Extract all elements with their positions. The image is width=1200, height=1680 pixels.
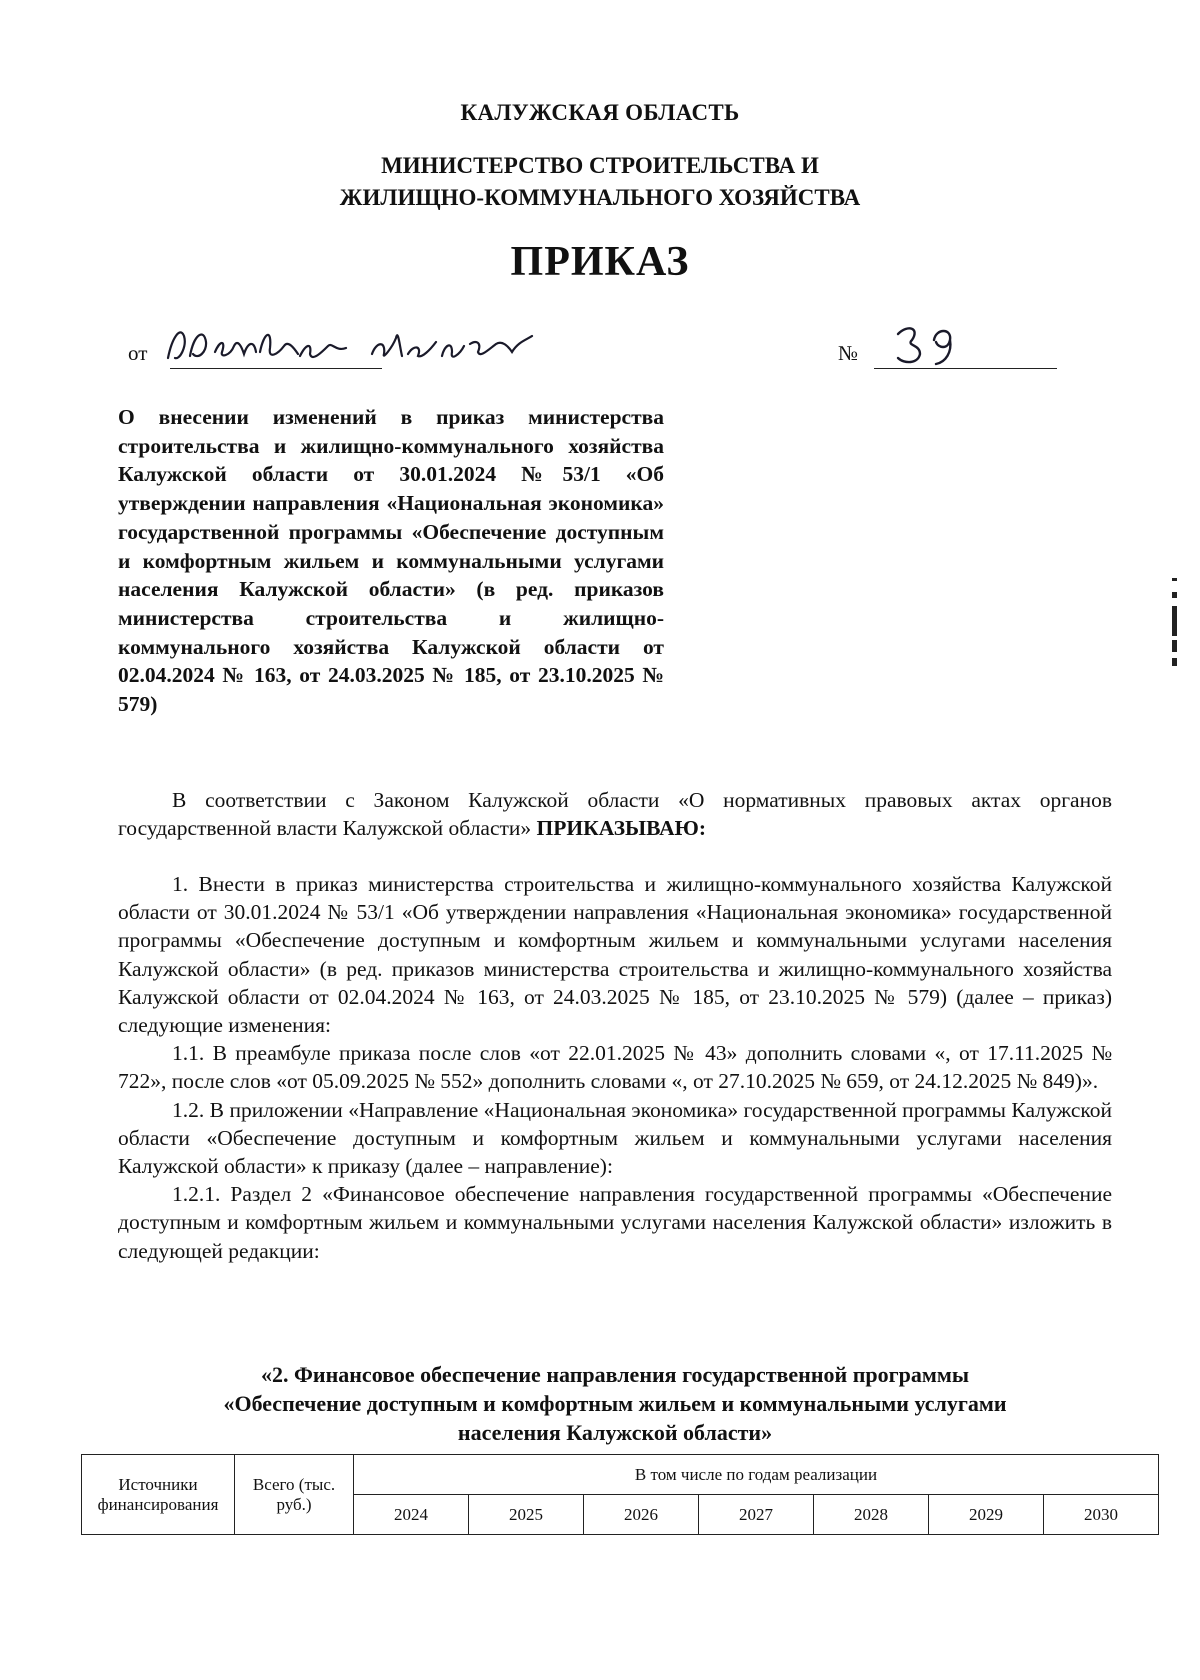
section-title-line-2: «Обеспечение доступным и комфортным жильем и коммунальными услугами bbox=[223, 1391, 1007, 1416]
ministry-heading bbox=[0, 150, 1200, 214]
region-heading: КАЛУЖСКАЯ ОБЛАСТЬ bbox=[460, 100, 740, 125]
preamble-command: ПРИКАЗЫВАЮ: bbox=[536, 816, 707, 841]
year-cell: 2030 bbox=[1044, 1495, 1159, 1535]
ministry-line-1: МИНИСТЕРСТВО СТРОИТЕЛЬСТВА И bbox=[381, 153, 819, 178]
year-cell: 2025 bbox=[469, 1495, 584, 1535]
header-years-group: В том числе по годам реализации bbox=[354, 1455, 1159, 1495]
year-cell: 2028 bbox=[814, 1495, 929, 1535]
handwritten-date bbox=[160, 318, 590, 378]
year-cell: 2029 bbox=[929, 1495, 1044, 1535]
section-2-title bbox=[118, 1360, 1112, 1447]
paragraph-1-text: 1. Внести в приказ министерства строительства и жилищно-коммунального хозяйства Калужской области от 30.01.2024 № 53/1 «Об утверждении направления «Национальная экономика» государственной программы «Обеспечение доступным и комфортным жильем и коммунальными услугами населения Калужской области» (в ред. приказов министерства строительства и жилищно-коммунального хозяйства Калужской области от 02.04.2024 № 163, от 24.03.2025 № 185, от 23.10.2025 № 579) (далее – приказ) следующие изменения: bbox=[118, 872, 1112, 1038]
ministry-line-2: ЖИЛИЩНО-КОММУНАЛЬНОГО ХОЗЯЙСТВА bbox=[339, 185, 861, 210]
header-total: Всего (тыс. руб.) bbox=[235, 1455, 354, 1535]
handwritten-number bbox=[890, 320, 1010, 370]
paragraph-1-1-text: 1.1. В преамбуле приказа после слов «от 22.01.2025 № 43» дополнить словами «, от 17.11.2025 № 722», после слов «от 05.09.2025 № 552» дополнить словами «, от 27.10.2025 № 659, от 24.12.2025 № 849)». bbox=[118, 1041, 1112, 1094]
financing-table bbox=[81, 1454, 1159, 1535]
number-label: № bbox=[838, 341, 859, 365]
preamble-text: В соответствии с Законом Калужской области «О нормативных правовых актах органов государственной власти Калужской области» bbox=[118, 788, 1112, 841]
scan-margin-marks bbox=[1168, 578, 1180, 698]
order-subject: О внесении изменений в приказ министерства строительства и жилищно-коммунального хозяйства Калужской области от 30.01.2024 №53/1 «Об утверждении направления «Национальная экономика» государственной программы «Обеспечение доступным и комфортным жильем и коммунальными услугами населения Калужской области» (в ред. приказов министерства строительства и жилищно-коммунального хозяйства Калужской области от 02.04.2024 № 163, от 24.03.2025 № 185, от 23.10.2025 № 579) bbox=[118, 405, 664, 717]
year-cell: 2024 bbox=[354, 1495, 469, 1535]
paragraph-1-2-text: 1.2. В приложении «Направление «Национальная экономика» государственной программы Калужской области «Обеспечение доступным и комфортным жильем и коммунальными услугами населения Калужской области» к приказу (далее – направление): bbox=[118, 1097, 1112, 1179]
year-cell: 2027 bbox=[699, 1495, 814, 1535]
paragraph-1-2-1-text: 1.2.1. Раздел 2 «Финансовое обеспечение направления государственной программы «Обеспечение доступным и комфортным жильем и коммунальными услугами населения Калужской области» изложить в следующей редакции: bbox=[118, 1182, 1112, 1263]
header-source: Источники финансирования bbox=[82, 1455, 235, 1535]
year-cell: 2026 bbox=[584, 1495, 699, 1535]
document-type-title: ПРИКАЗ bbox=[510, 239, 690, 285]
section-title-line-3: населения Калужской области» bbox=[457, 1420, 773, 1445]
paragraph-1 bbox=[118, 870, 1112, 1265]
date-from-label: от bbox=[128, 341, 148, 365]
preamble-paragraph bbox=[118, 786, 1112, 842]
section-title-line-1: «2. Финансовое обеспечение направления государственной программы bbox=[261, 1362, 969, 1387]
